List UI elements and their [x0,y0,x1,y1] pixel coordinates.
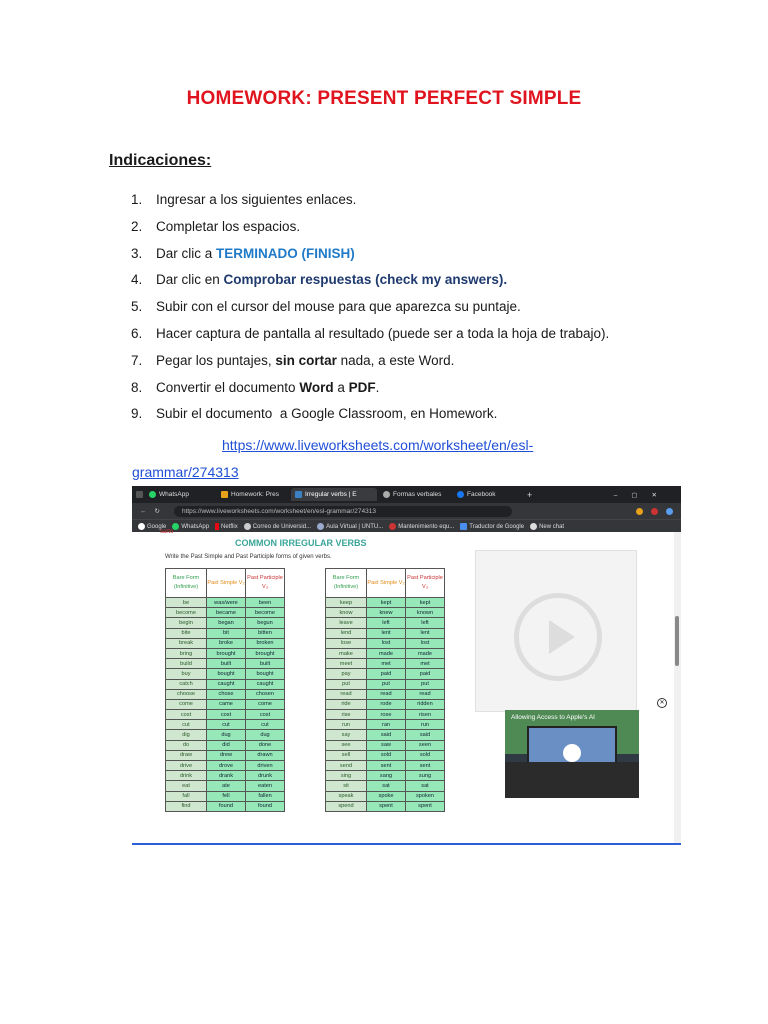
past-participle-answer[interactable]: sold [406,750,445,760]
step-1: 1. Ingresar a los siguientes enlaces. [131,192,357,207]
verbs-table-right [325,568,445,812]
table-row [166,689,285,699]
table-row [326,689,445,699]
table-row [326,598,445,608]
past-participle-answer[interactable]: risen [406,710,445,720]
past-participle-answer[interactable]: driven [246,761,285,771]
tab-facebook[interactable]: Facebook [453,488,523,501]
past-participle-answer[interactable]: spoken [406,791,445,801]
past-simple-answer[interactable]: spent [367,801,406,811]
table-row [166,669,285,679]
table-row [326,740,445,750]
bookmark-whatsapp[interactable]: WhatsApp [172,523,209,530]
past-simple-answer[interactable]: bought [207,669,246,679]
table-row [166,659,285,669]
google-icon [138,523,145,530]
past-participle-answer[interactable]: run [406,720,445,730]
past-simple-answer[interactable]: said [367,730,406,740]
whatsapp-icon [172,523,179,530]
past-simple-answer[interactable]: did [207,740,246,750]
past-participle-answer[interactable]: known [406,608,445,618]
past-simple-answer[interactable]: sang [367,771,406,781]
past-simple-answer[interactable]: spoke [367,791,406,801]
verb-base-cell: ride [326,699,367,709]
verb-base-cell: rise [326,710,367,720]
table-row [166,608,285,618]
verb-base-cell: meet [326,659,367,669]
past-simple-answer[interactable]: knew [367,608,406,618]
chat-icon [530,523,537,530]
verb-base-cell: know [326,608,367,618]
table-row [326,730,445,740]
table-row [166,648,285,658]
verb-base-cell: eat [166,781,207,791]
verb-base-cell: pay [326,669,367,679]
tab-whatsapp[interactable]: WhatsApp [145,488,215,501]
past-participle-answer[interactable]: sat [406,781,445,791]
past-simple-answer[interactable]: brought [207,648,246,658]
table-row [326,750,445,760]
table-row [166,740,285,750]
table-row [326,618,445,628]
table-row [166,761,285,771]
step-6: 6. Hacer captura de pantalla al resultado (puede ser a toda la hoja de trabajo). [131,325,610,341]
past-participle-answer[interactable]: ridden [406,699,445,709]
translate-icon [460,523,467,530]
verb-base-cell: buy [166,669,207,679]
site-icon [383,491,390,498]
past-participle-answer[interactable]: read [406,689,445,699]
table-row [326,679,445,689]
netflix-icon [215,523,219,530]
table-row [326,628,445,638]
table-row [326,699,445,709]
table-row [166,771,285,781]
past-simple-answer[interactable]: built [207,659,246,669]
table-row [166,781,285,791]
past-participle-answer[interactable]: made [406,648,445,658]
table-row [166,801,285,811]
past-simple-answer[interactable]: read [367,689,406,699]
step-8: 8. Convertir el documento Word a PDF . [131,379,380,395]
ad-play-icon[interactable] [563,744,581,762]
past-participle-answer[interactable]: come [246,699,285,709]
past-participle-answer[interactable]: eaten [246,781,285,791]
verb-base-cell: lose [326,638,367,648]
past-simple-answer[interactable]: was/were [207,598,246,608]
header-past-participle: Past Participle V₃ [406,569,445,598]
bookmark-netflix[interactable]: Netflix [215,523,238,530]
bookmark-google[interactable]: Google [138,523,166,530]
past-simple-answer[interactable]: paid [367,669,406,679]
past-simple-answer[interactable]: became [207,608,246,618]
table-row [166,679,285,689]
verb-base-cell: keep [326,598,367,608]
verb-base-cell: bring [166,648,207,658]
table-row [326,648,445,658]
table-row [326,669,445,679]
bookmark-mantenimiento[interactable]: Mantenimiento equ... [389,523,454,530]
scrollbar-thumb[interactable] [675,616,679,666]
past-simple-answer[interactable]: drank [207,771,246,781]
past-simple-answer[interactable]: dug [207,730,246,740]
verb-base-cell: send [326,761,367,771]
verb-base-cell: say [326,730,367,740]
verb-base-cell: leave [326,618,367,628]
past-simple-answer[interactable]: found [207,801,246,811]
past-participle-answer[interactable]: built [246,659,285,669]
instructions-list [131,192,609,433]
bookmarks-bar [132,519,681,533]
past-simple-answer[interactable]: lost [367,638,406,648]
past-participle-answer[interactable]: kept [406,598,445,608]
worksheet-title: COMMON IRREGULAR VERBS [235,538,367,548]
step-2: 2. Completar los espacios. [131,218,301,234]
verb-base-cell: drink [166,771,207,781]
past-participle-answer[interactable]: begun [246,618,285,628]
past-participle-answer[interactable]: said [406,730,445,740]
header-past-participle: Past Participle V₃ [246,569,285,598]
table-row [326,781,445,791]
past-participle-answer[interactable]: become [246,608,285,618]
past-participle-answer[interactable]: brought [246,648,285,658]
past-participle-answer[interactable]: bitten [246,628,285,638]
browser-screenshot [132,486,681,845]
browser-tab-bar [132,486,681,503]
verb-base-cell: bite [166,628,207,638]
verb-base-cell: build [166,659,207,669]
table-row [326,720,445,730]
past-participle-answer[interactable]: found [246,801,285,811]
table-row [326,761,445,771]
verb-base-cell: sell [326,750,367,760]
table-row [166,598,285,608]
verb-base-cell: lend [326,628,367,638]
past-simple-answer[interactable]: lent [367,628,406,638]
past-simple-answer[interactable]: sold [367,750,406,760]
past-simple-answer[interactable]: chose [207,689,246,699]
past-simple-answer[interactable]: sat [367,781,406,791]
verb-base-cell: be [166,598,207,608]
ad-video[interactable] [505,710,639,798]
past-participle-answer[interactable]: broken [246,638,285,648]
past-simple-answer[interactable]: made [367,648,406,658]
past-participle-answer[interactable]: lost [406,638,445,648]
table-row [326,608,445,618]
doc-icon [221,491,228,498]
worksheet-link[interactable]: https://www.liveworksheets.com/worksheet/en/esl-grammar/274313 [132,437,534,480]
verb-base-cell: drive [166,761,207,771]
header-past-simple: Past Simple V₂ [367,569,406,598]
play-icon[interactable] [514,593,602,681]
past-simple-answer[interactable]: ate [207,781,246,791]
verb-base-cell: do [166,740,207,750]
past-participle-answer[interactable]: cut [246,720,285,730]
verb-base-cell: run [326,720,367,730]
table-row [326,771,445,781]
past-simple-answer[interactable]: kept [367,598,406,608]
step-3: 3. Dar clic a TERMINADO (FINISH) [131,245,355,261]
step-9: 9. Subir el documento a Google Classroom, en Homework. [131,406,498,422]
table-row [326,710,445,720]
verb-base-cell: break [166,638,207,648]
past-simple-answer[interactable]: cost [207,710,246,720]
table-row [326,791,445,801]
past-participle-answer[interactable]: drunk [246,771,285,781]
past-simple-answer[interactable]: put [367,679,406,689]
verb-base-cell: cost [166,710,207,720]
ad-crowd [505,762,639,798]
table-row [166,730,285,740]
past-participle-answer[interactable]: left [406,618,445,628]
bookmark-correo[interactable]: Correo de Universid... [244,523,311,530]
facebook-icon [457,491,464,498]
verb-base-cell: come [166,699,207,709]
past-participle-answer[interactable]: caught [246,679,285,689]
verb-base-cell: see [326,740,367,750]
bookmark-new-chat[interactable]: New chat [530,523,564,530]
copilot-icon[interactable] [666,508,673,515]
table-row [326,801,445,811]
verb-base-cell: fall [166,791,207,801]
tab-irregular-verbs[interactable]: Irregular verbs | E [291,488,377,501]
past-participle-answer[interactable]: fallen [246,791,285,801]
verbs-table-left [165,568,285,812]
past-participle-answer[interactable]: paid [406,669,445,679]
past-participle-answer[interactable]: cost [246,710,285,720]
table-row [166,750,285,760]
past-simple-answer[interactable]: saw [367,740,406,750]
worksheet-tag: sarto [160,529,174,535]
past-simple-answer[interactable]: cut [207,720,246,730]
past-simple-answer[interactable]: fell [207,791,246,801]
step-5: 5. Subir con el cursor del mouse para que aparezca su puntaje. [131,299,521,315]
close-ad-icon[interactable]: ✕ [657,698,667,708]
table-row [166,628,285,638]
table-row [166,710,285,720]
tab-formas-verbales[interactable]: Formas verbales [379,488,451,501]
header-bare-form: Bare Form (Infinitive) [326,569,367,598]
ad-title: Allowing Access to Apple's AI [511,714,595,721]
past-participle-answer[interactable]: dug [246,730,285,740]
past-participle-answer[interactable]: sung [406,771,445,781]
bookmark-aula-virtual[interactable]: Aula Virtual | UNTU... [317,523,383,530]
url-field[interactable]: https://www.liveworksheets.com/worksheet/en/esl-grammar/274313 [174,506,512,517]
verb-base-cell: spend [326,801,367,811]
worksheet-subtitle: Write the Past Simple and Past Participle forms of given verbs. [165,554,332,560]
verb-base-cell: put [326,679,367,689]
past-participle-answer[interactable]: spent [406,801,445,811]
extension-icon[interactable] [636,508,643,515]
past-simple-answer[interactable]: rode [367,699,406,709]
verb-base-cell: choose [166,689,207,699]
past-participle-answer[interactable]: chosen [246,689,285,699]
site-icon [389,523,396,530]
verb-base-cell: sit [326,781,367,791]
verb-base-cell: make [326,648,367,658]
past-participle-answer[interactable]: lent [406,628,445,638]
past-simple-answer[interactable]: drew [207,750,246,760]
past-simple-answer[interactable]: came [207,699,246,709]
scrollbar[interactable] [674,532,681,843]
verb-base-cell: become [166,608,207,618]
video-player[interactable] [475,550,637,712]
table-row [326,638,445,648]
mail-icon [244,523,251,530]
table-row [166,699,285,709]
past-simple-answer[interactable]: began [207,618,246,628]
verb-base-cell: sing [326,771,367,781]
past-participle-answer[interactable]: met [406,659,445,669]
table-row [166,720,285,730]
verb-base-cell: speak [326,791,367,801]
past-simple-answer[interactable]: met [367,659,406,669]
past-simple-answer[interactable]: broke [207,638,246,648]
header-past-simple: Past Simple V₂ [207,569,246,598]
verb-base-cell: begin [166,618,207,628]
site-icon [317,523,324,530]
table-row [166,791,285,801]
table-row [326,659,445,669]
past-participle-answer[interactable]: done [246,740,285,750]
past-simple-answer[interactable]: drove [207,761,246,771]
back-icon[interactable]: ← [140,507,147,515]
reload-icon[interactable]: ↻ [154,508,160,515]
past-participle-answer[interactable]: put [406,679,445,689]
verb-base-cell: draw [166,750,207,760]
past-participle-answer[interactable]: seen [406,740,445,750]
verb-base-cell: read [326,689,367,699]
profile-avatar-icon[interactable] [651,508,658,515]
new-tab-icon[interactable]: + [527,489,533,500]
verb-base-cell: catch [166,679,207,689]
whatsapp-icon [149,491,156,498]
verb-base-cell: find [166,801,207,811]
worksheet-icon [295,491,302,498]
step-7: 7. Pegar los puntajes, sin cortar nada, a este Word. [131,352,455,368]
header-bare-form: Bare Form (Infinitive) [166,569,207,598]
past-participle-answer[interactable]: bought [246,669,285,679]
verb-base-cell: dig [166,730,207,740]
tab-actions-icon[interactable] [136,491,143,498]
instructions-heading: Indicaciones: [109,152,212,169]
past-simple-answer[interactable]: left [367,618,406,628]
window-controls-icon[interactable]: –▢✕ [613,491,671,499]
document-title: HOMEWORK: PRESENT PERFECT SIMPLE [186,88,582,109]
verb-base-cell: cut [166,720,207,730]
worksheet-page [132,529,681,843]
past-simple-answer[interactable]: ran [367,720,406,730]
address-bar-row [132,503,681,519]
past-participle-answer[interactable]: been [246,598,285,608]
bookmark-traductor[interactable]: Traductor de Google [460,523,524,530]
table-row [166,618,285,628]
past-participle-answer[interactable]: drawn [246,750,285,760]
past-simple-answer[interactable]: caught [207,679,246,689]
past-participle-answer[interactable]: sent [406,761,445,771]
tab-homework[interactable]: Homework: Pres [217,488,289,501]
past-simple-answer[interactable]: rose [367,710,406,720]
past-simple-answer[interactable]: sent [367,761,406,771]
past-simple-answer[interactable]: bit [207,628,246,638]
table-row [166,638,285,648]
step-4: 4. Dar clic en Comprobar respuestas (check my answers). [131,272,508,288]
